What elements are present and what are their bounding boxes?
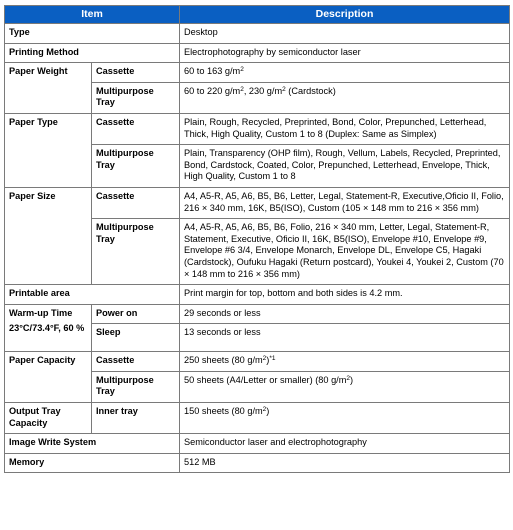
- text: ): [350, 374, 354, 385]
- value-capacity-cassette: [180, 352, 510, 372]
- superscript: 2: [240, 66, 244, 74]
- row-paper-capacity-cassette: [5, 352, 510, 372]
- text: 60 to 220 g/m: [184, 85, 241, 96]
- header-item: Item: [5, 6, 180, 24]
- sublabel-paper-size-cassette: Cassette: [92, 187, 180, 218]
- warmup-condition: 23°C/73.4°F, 60 %: [9, 323, 85, 334]
- value-paper-type-cassette: Plain, Rough, Recycled, Preprinted, Bond, Color, Prepunched, Letterhead, Thick, High Quality, Custom 1 to 8 (Duplex: Same as Simplex): [180, 113, 510, 144]
- value-inner-tray: [180, 403, 510, 434]
- text: 60 to 163 g/m: [184, 66, 241, 77]
- row-paper-size-cassette: [5, 187, 510, 218]
- value-paper-weight-cassette: [180, 63, 510, 83]
- footnote-marker: *1: [269, 355, 276, 363]
- label-memory: Memory: [5, 453, 180, 473]
- value-type: Desktop: [180, 24, 510, 44]
- value-printing-method: Electrophotography by semiconductor laser: [180, 43, 510, 63]
- sublabel-power-on: Power on: [92, 304, 180, 324]
- specifications-table: [4, 5, 510, 473]
- label-output-tray: Output Tray Capacity: [5, 403, 92, 434]
- superscript: 2: [262, 406, 267, 414]
- text: ): [266, 406, 270, 417]
- superscript: 2: [282, 85, 286, 93]
- row-memory: [5, 453, 510, 473]
- sublabel-capacity-mp-tray: Multipurpose Tray: [92, 371, 180, 402]
- label-printing-method: Printing Method: [5, 43, 180, 63]
- label-paper-weight: Paper Weight: [5, 63, 92, 114]
- sublabel-paper-type-mp-tray: Multipurpose Tray: [92, 145, 180, 188]
- text: ): [266, 355, 270, 366]
- row-paper-weight-cassette: [5, 63, 510, 83]
- text: (Cardstock): [285, 85, 336, 96]
- label-image-write-system: Image Write System: [5, 434, 180, 454]
- value-paper-type-mp-tray: Plain, Transparency (OHP film), Rough, Vellum, Labels, Recycled, Preprinted, Bond, Cardstock, Coated, Color, Prepunched, Letterhead, Envelope, Thick, High Quality, Custom 1 to 8: [180, 145, 510, 188]
- value-capacity-mp-tray: [180, 371, 510, 402]
- label-paper-capacity: Paper Capacity: [5, 352, 92, 403]
- value-sleep: 13 seconds or less: [180, 324, 510, 352]
- sublabel-inner-tray: Inner tray: [92, 403, 180, 434]
- superscript: 2: [346, 374, 351, 382]
- value-memory: 512 MB: [180, 453, 510, 473]
- sublabel-paper-size-mp-tray: Multipurpose Tray: [92, 219, 180, 285]
- value-printable-area: Print margin for top, bottom and both sides is 4.2 mm.: [180, 285, 510, 305]
- label-type: Type: [5, 24, 180, 44]
- row-printable-area: [5, 285, 510, 305]
- label-paper-type: Paper Type: [5, 113, 92, 187]
- row-output-tray: [5, 403, 510, 434]
- sublabel-paper-type-cassette: Cassette: [92, 113, 180, 144]
- text: 50 sheets (A4/Letter or smaller) (80 g/m: [184, 374, 347, 385]
- superscript: 2: [240, 85, 244, 93]
- warmup-title: Warm-up Time: [9, 307, 73, 318]
- row-printing-method: [5, 43, 510, 63]
- table-header-row: [5, 6, 510, 24]
- text: 150 sheets (80 g/m: [184, 406, 263, 417]
- sublabel-paper-weight-mp-tray: Multipurpose Tray: [92, 82, 180, 113]
- label-printable-area: Printable area: [5, 285, 180, 305]
- sublabel-capacity-cassette: Cassette: [92, 352, 180, 372]
- value-image-write-system: Semiconductor laser and electrophotography: [180, 434, 510, 454]
- row-warmup-power-on: [5, 304, 510, 324]
- row-paper-type-cassette: [5, 113, 510, 144]
- superscript: 2: [262, 355, 267, 363]
- label-warmup: [5, 304, 92, 352]
- sublabel-sleep: Sleep: [92, 324, 180, 352]
- value-paper-size-mp-tray: A4, A5-R, A5, A6, B5, B6, Folio, 216 × 340 mm, Letter, Legal, Statement-R, Statement, Executive, Oficio II, 16K, B5(ISO), Envelope #10, Envelope #9, Envelope #6 3/4, Envelope Monarch, Envelope DL, Envelope C5, Hagaki (Cardstock), Oufuku Hagaki (Return postcard), Youkei 4, Youkei 2, Custom (70 × 148 mm to 216 × 356 mm): [180, 219, 510, 285]
- row-type: [5, 24, 510, 44]
- value-paper-size-cassette: A4, A5-R, A5, A6, B5, B6, Letter, Legal, Statement-R, Executive,Oficio II, Folio, 216 × 340 mm, 16K, B5(ISO), Custom (105 × 148 mm to 216 × 356 mm): [180, 187, 510, 218]
- label-paper-size: Paper Size: [5, 187, 92, 284]
- value-paper-weight-mp-tray: [180, 82, 510, 113]
- value-power-on: 29 seconds or less: [180, 304, 510, 324]
- row-image-write-system: [5, 434, 510, 454]
- text: , 230 g/m: [243, 85, 283, 96]
- text: 250 sheets (80 g/m: [184, 355, 263, 366]
- sublabel-paper-weight-cassette: Cassette: [92, 63, 180, 83]
- header-description: Description: [180, 6, 510, 24]
